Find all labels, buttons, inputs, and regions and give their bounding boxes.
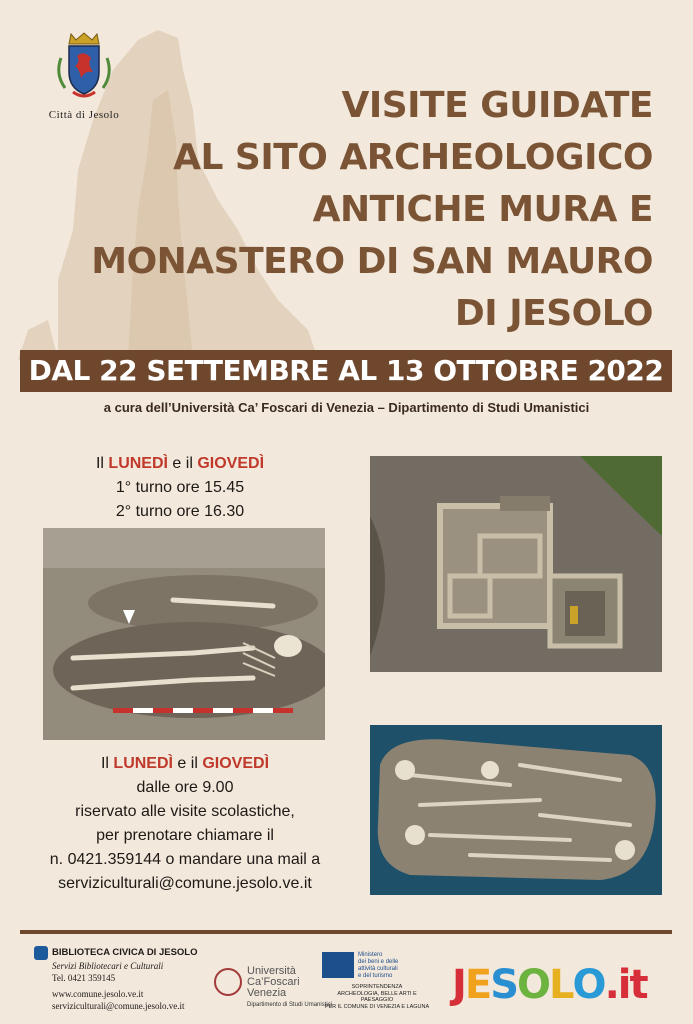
days-conjunction: e il	[172, 755, 203, 772]
library-web[interactable]: www.comune.jesolo.ve.it	[52, 989, 144, 999]
school-phone: n. 0421.359144 o mandare una mail a	[49, 851, 321, 868]
university-logo	[214, 965, 333, 1008]
school-time: dalle ore 9.00	[136, 779, 234, 796]
logo-letter: O	[517, 962, 550, 1008]
days-prefix: Il	[95, 455, 109, 472]
mass-burial-photo	[370, 725, 662, 895]
burial-skeleton-photo	[43, 528, 325, 740]
school-booking: per prenotare chiamare il	[96, 827, 274, 844]
logo-letter: E	[464, 962, 491, 1008]
soprintendenza-line: ARCHEOLOGIA, BELLE ARTI E PAESAGGIO	[337, 990, 417, 1003]
day-monday: LUNEDÌ	[113, 755, 173, 772]
days-prefix: Il	[100, 755, 114, 772]
day-monday: LUNEDÌ	[108, 455, 168, 472]
logo-letter: .it	[604, 962, 647, 1008]
ministry-line: dei beni e delle	[358, 959, 399, 965]
logo-letter: J	[452, 962, 465, 1008]
university-name-3: Venezia	[247, 987, 287, 999]
ministry-line: Ministero	[358, 952, 383, 958]
university-seal-icon	[214, 968, 242, 996]
school-reserved: riservato alle visite scolastiche,	[75, 803, 295, 820]
first-turn: 1° turno ore 15.45	[115, 479, 245, 496]
library-info	[34, 946, 224, 1012]
ministry-line: e del turismo	[358, 973, 393, 979]
schedule-days	[40, 452, 320, 476]
day-thursday: GIOVEDÌ	[197, 455, 265, 472]
library-subtitle: Servizi Bibliotecari e Culturali	[52, 961, 164, 971]
university-name-1: Università	[247, 965, 296, 977]
title-line: VISITE GUIDATE	[341, 85, 653, 126]
curated-by-text: a cura dell’Università Ca’ Foscari di Venezia – Dipartimento di Studi Umanistici	[103, 400, 590, 415]
poster-title	[73, 80, 653, 340]
university-name-2: Ca’Foscari	[247, 976, 300, 988]
ministry-emblem-icon	[322, 952, 354, 978]
title-line: AL SITO ARCHEOLOGICO	[173, 137, 653, 178]
soprintendenza-line: PER IL COMUNE DI VENEZIA E LAGUNA	[324, 1003, 430, 1010]
school-visit-schedule	[30, 752, 340, 896]
library-name: BIBLIOTECA CIVICA DI JESOLO	[52, 947, 198, 958]
title-line: MONASTERO DI SAN MAURO	[91, 241, 653, 282]
aerial-site-photo	[370, 456, 662, 672]
library-email[interactable]: serviziculturali@comune.jesolo.ve.it	[52, 1001, 185, 1011]
crest-label: Città di Jesolo	[48, 109, 120, 121]
schedule-days	[30, 752, 340, 776]
date-banner: DAL 22 SETTEMBRE AL 13 OTTOBRE 2022	[20, 350, 672, 392]
jesolo-it-logo	[452, 962, 647, 1008]
day-thursday: GIOVEDÌ	[202, 755, 270, 772]
ministry-logo	[322, 952, 432, 1010]
public-visit-schedule	[40, 452, 320, 524]
school-email[interactable]: serviziculturali@comune.jesolo.ve.it	[58, 875, 312, 892]
ministry-line: attività culturali	[358, 966, 398, 972]
info-icon	[34, 946, 48, 960]
second-turn: 2° turno ore 16.30	[115, 503, 245, 520]
footer-divider	[20, 930, 672, 934]
library-tel: Tel. 0421 359145	[52, 973, 116, 983]
library-title	[34, 946, 224, 960]
title-line: ANTICHE MURA E	[312, 189, 653, 230]
soprintendenza-line: SOPRINTENDENZA	[351, 984, 403, 990]
logo-letter: L	[549, 962, 573, 1008]
days-conjunction: e il	[167, 455, 198, 472]
university-dept: Dipartimento di Studi Umanistici	[247, 1002, 333, 1008]
title-line: DI JESOLO	[454, 293, 653, 334]
logo-letter: S	[490, 962, 518, 1008]
logo-letter: O	[572, 962, 605, 1008]
